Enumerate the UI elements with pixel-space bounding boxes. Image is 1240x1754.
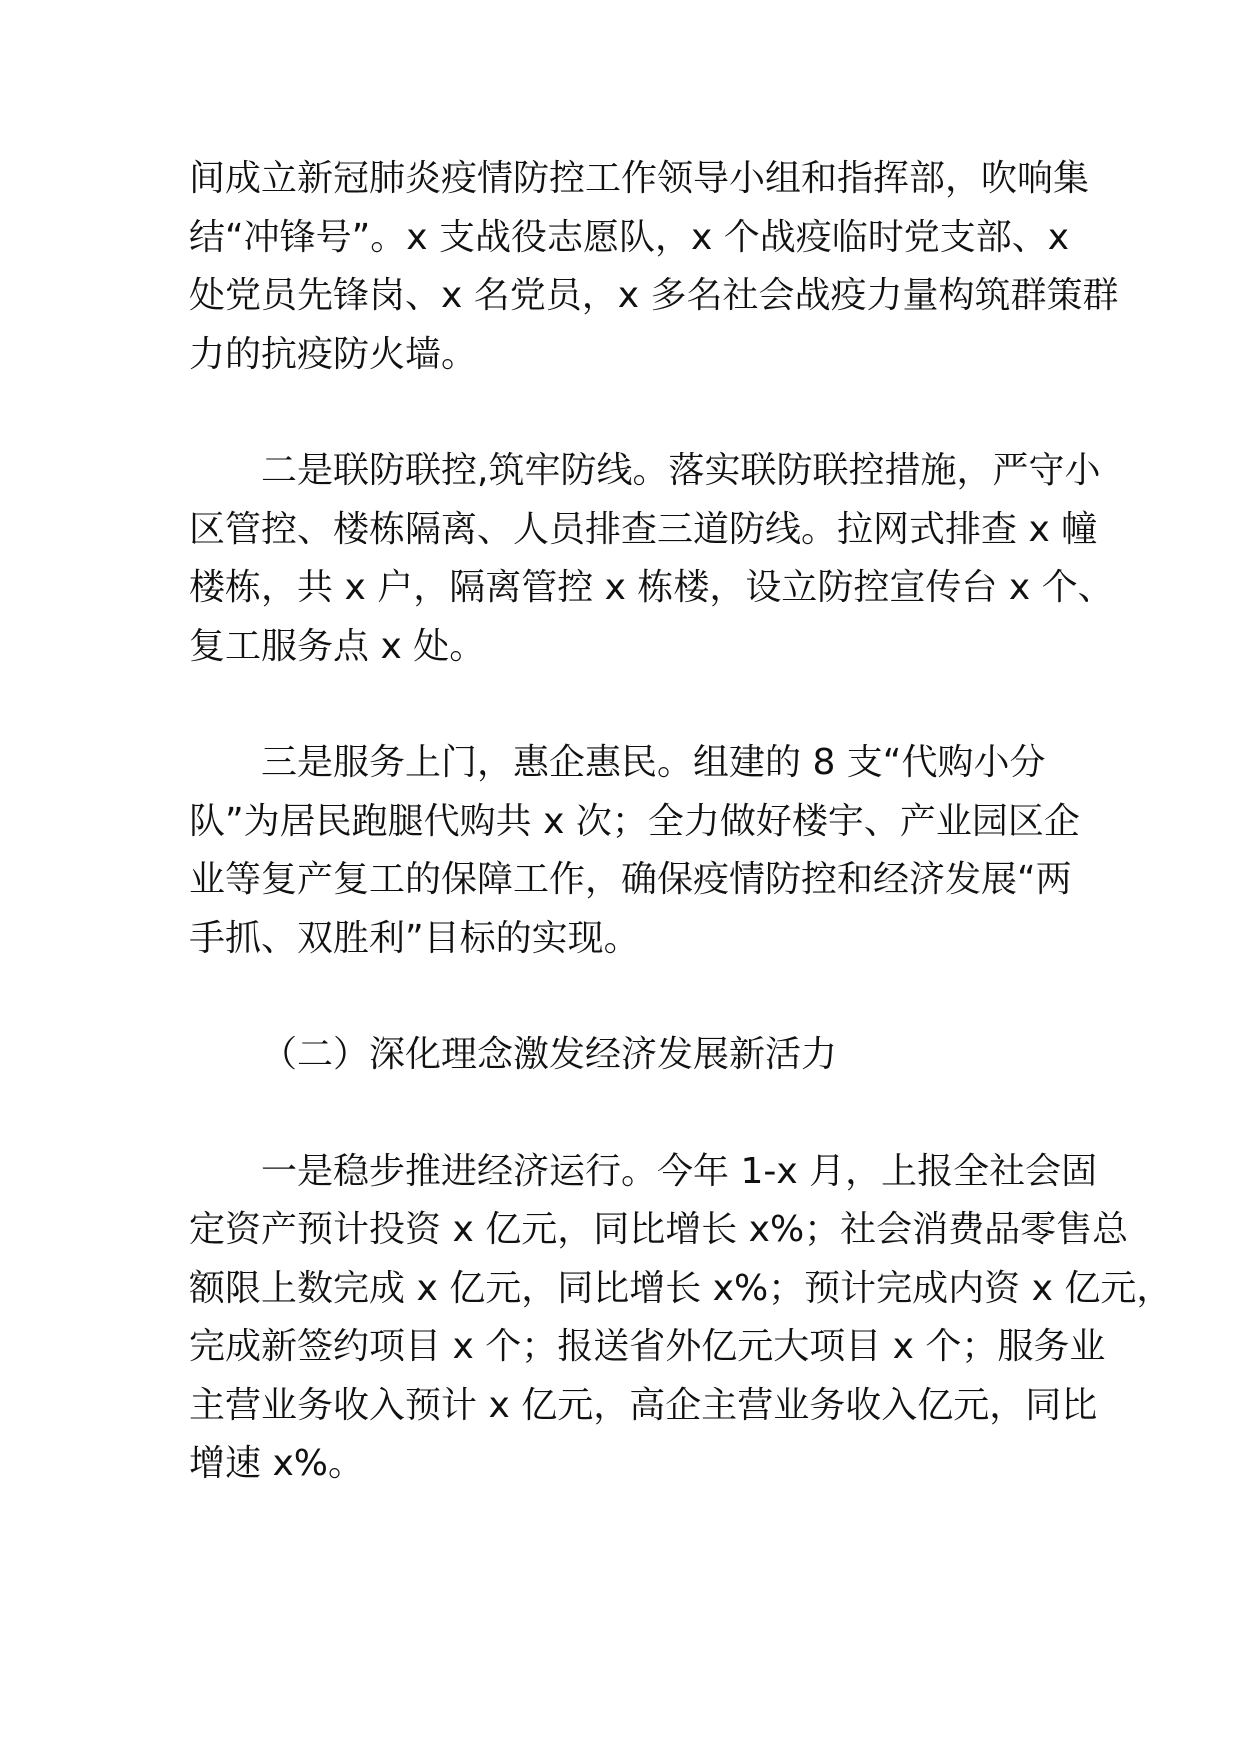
section-heading-text: （二）深化理念激发经济发展新活力 bbox=[261, 1034, 838, 1075]
paragraph-line: 额限上数完成 x 亿元，同比增长 x%；预计完成内资 x 亿元， bbox=[189, 1267, 1173, 1309]
paragraph-line: 三是服务上门，惠企惠民。组建的 8 支“代购小分 bbox=[261, 742, 1046, 783]
paragraph-line: 结“冲锋号”。x 支战役志愿队，x 个战疫临时党支部、x bbox=[189, 216, 1070, 258]
paragraph-line: 主营业务收入预计 x 亿元，高企主营业务收入亿元，同比 bbox=[189, 1384, 1098, 1426]
paragraph-line: 队”为居民跑腿代购共 x 次；全力做好楼宇、产业园区企 bbox=[189, 800, 1080, 842]
document-body bbox=[189, 150, 1173, 1494]
paragraph-line: 二是联防联控,筑牢防线。落实联防联控措施，严守小 bbox=[261, 450, 1101, 491]
paragraph-line: 间成立新冠肺炎疫情防控工作领导小组和指挥部，吹响集 bbox=[189, 158, 1090, 199]
paragraph-leading-group bbox=[189, 150, 1119, 384]
paragraph-service bbox=[189, 734, 1080, 968]
paragraph-line: 力的抗疫防火墙。 bbox=[189, 333, 478, 375]
paragraph-joint-prevention bbox=[189, 442, 1114, 676]
paragraph-line: 手抓、双胜利”目标的实现。 bbox=[189, 917, 640, 959]
paragraph-line: 一是稳步推进经济运行。今年 1-x 月，上报全社会固 bbox=[261, 1150, 1098, 1192]
paragraph-line: 定资产预计投资 x 亿元，同比增长 x%；社会消费品零售总 bbox=[189, 1209, 1129, 1250]
paragraph-line: 处党员先锋岗、x 名党员，x 多名社会战疫力量构筑群策群 bbox=[189, 275, 1119, 316]
paragraph-line: 复工服务点 x 处。 bbox=[189, 625, 486, 667]
paragraph-economy bbox=[189, 1143, 1173, 1494]
paragraph-line: 完成新签约项目 x 个；报送省外亿元大项目 x 个；服务业 bbox=[189, 1326, 1106, 1367]
section-heading bbox=[189, 1026, 1069, 1085]
paragraph-line: 楼栋，共 x 户，隔离管控 x 栋楼，设立防控宣传台 x 个、 bbox=[189, 567, 1114, 608]
paragraph-line: 增速 x%。 bbox=[189, 1443, 364, 1484]
paragraph-line: 业等复产复工的保障工作，确保疫情防控和经济发展“两 bbox=[189, 859, 1072, 900]
paragraph-line: 区管控、楼栋隔离、人员排查三道防线。拉网式排查 x 幢 bbox=[189, 508, 1098, 550]
